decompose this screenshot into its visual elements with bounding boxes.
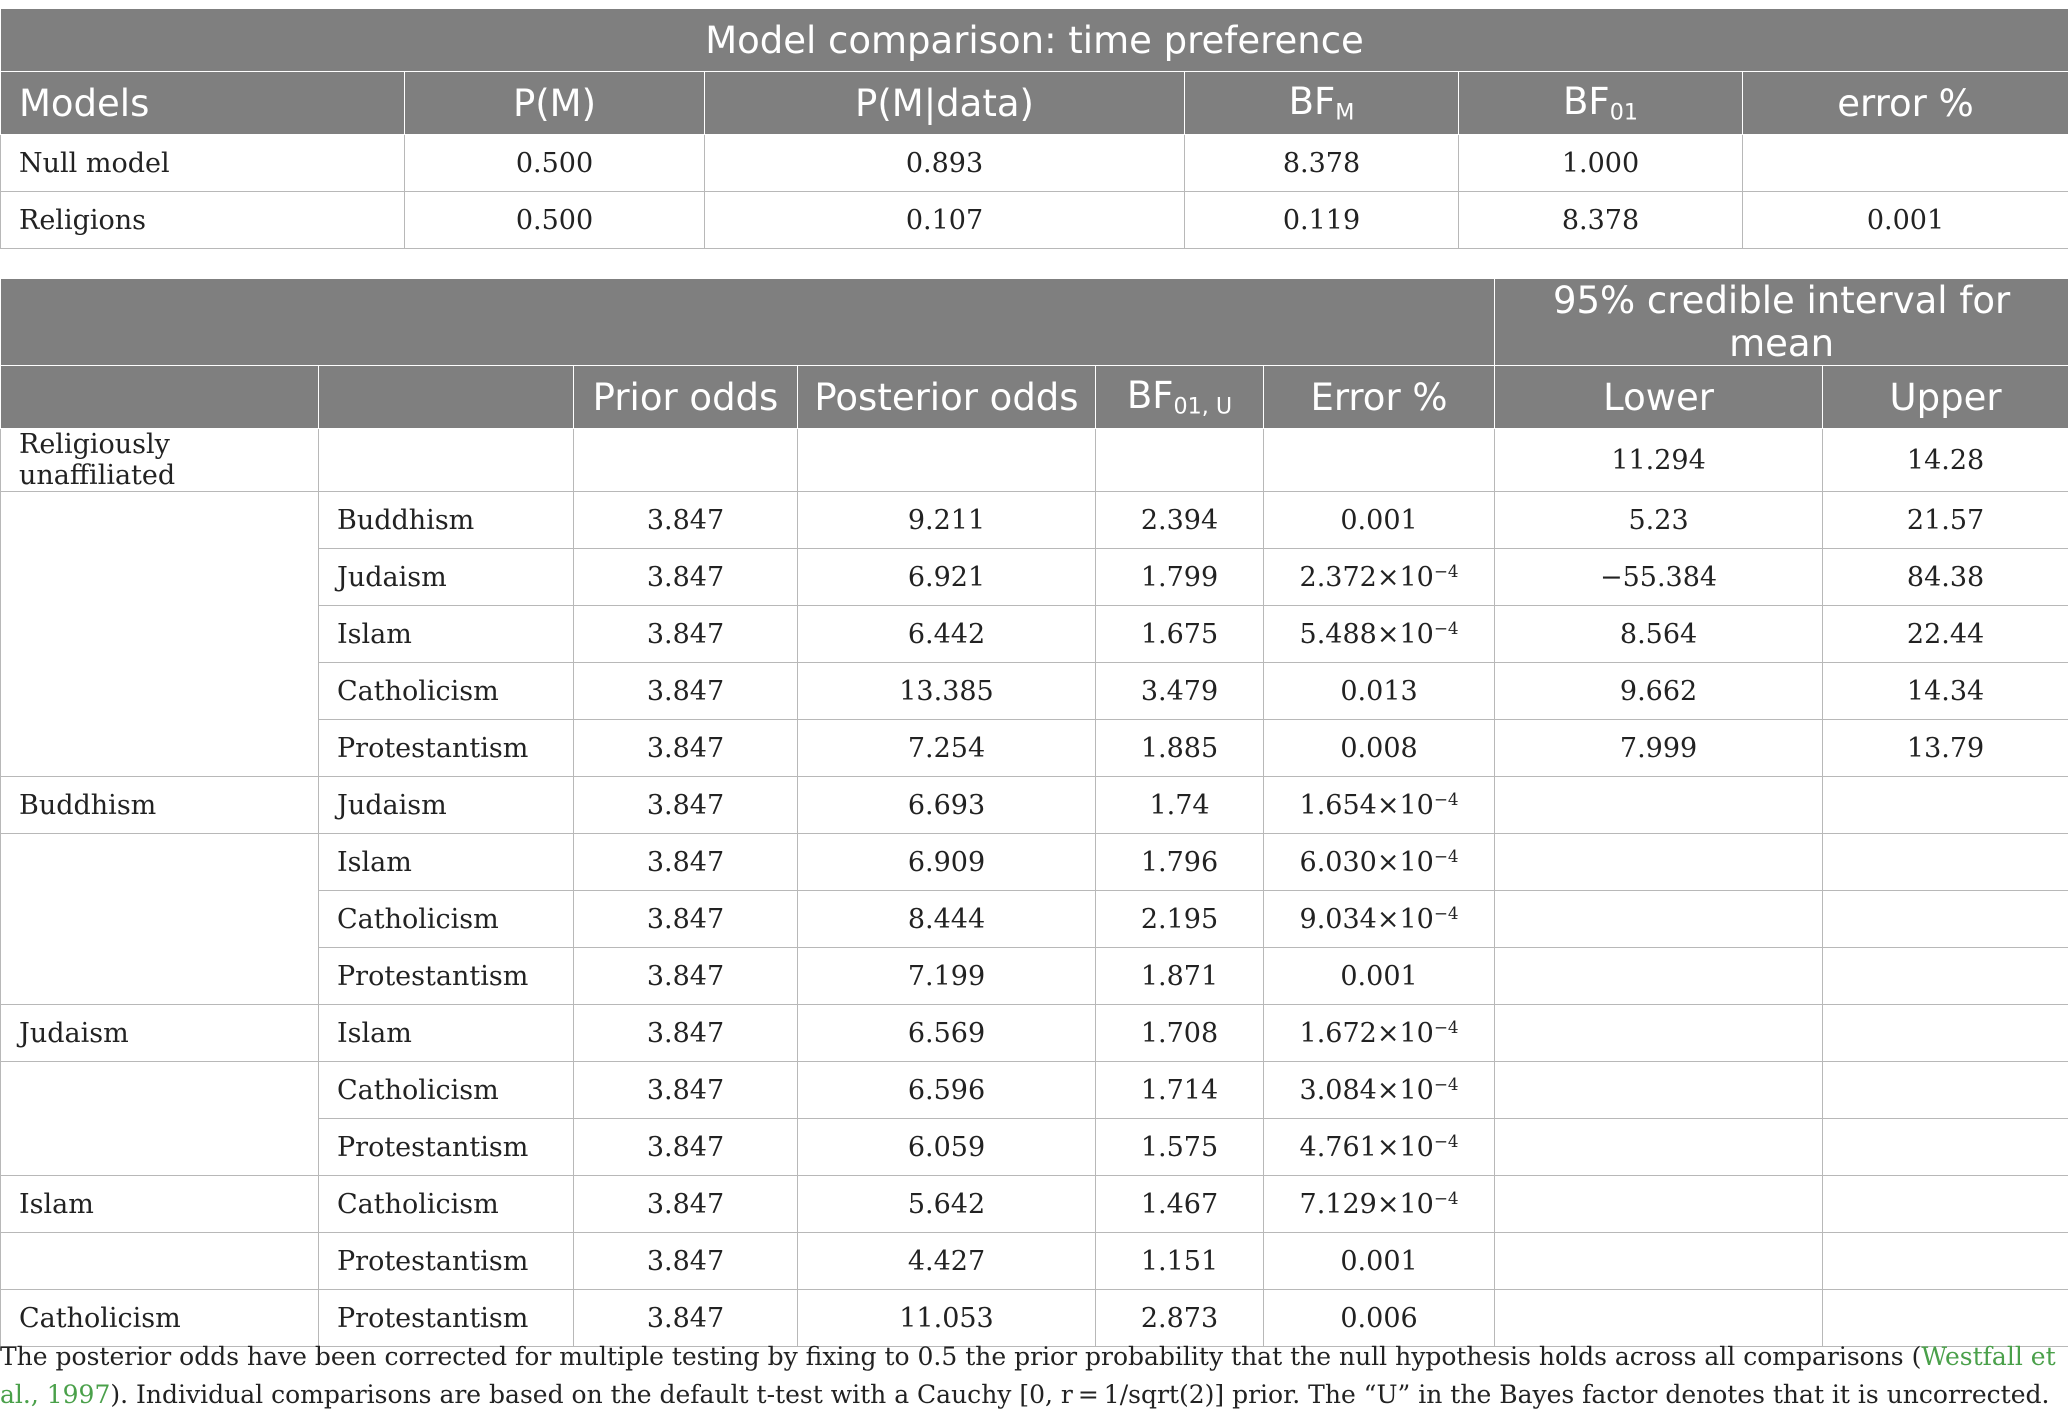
ci-upper-cell (1823, 891, 2068, 948)
error-mantissa: 3.084 (1299, 1075, 1377, 1107)
posterior-odds-cell: 6.059 (798, 1119, 1096, 1176)
prior-odds-cell: 3.847 (574, 834, 798, 891)
group-cell (1, 834, 319, 1005)
comparison-cell: Catholicism (319, 663, 574, 720)
table-footnote (0, 1338, 2060, 1414)
posterior-odds-cell: 11.053 (798, 1290, 1096, 1347)
error-cell: $7.129\times 10^{-4}$ (1264, 1176, 1495, 1233)
table-row (1, 1233, 2068, 1290)
prior-odds-cell: 3.847 (574, 777, 798, 834)
ci-upper-cell: 84.38 (1823, 549, 2068, 606)
bfm-cell: 0.119 (1185, 192, 1459, 249)
error-cell (1264, 720, 1495, 777)
error-mantissa: 0.008 (1340, 732, 1418, 764)
posterior-odds-cell: 4.427 (798, 1233, 1096, 1290)
group-cell: Catholicism (1, 1290, 319, 1347)
times-sign: × (1376, 847, 1400, 879)
error-mantissa: 6.030 (1299, 847, 1377, 879)
ci-upper-cell: 13.79 (1823, 720, 2068, 777)
error-cell: $6.030\times 10^{-4}$ (1264, 834, 1495, 891)
error-exponent: −4 (1433, 617, 1459, 638)
error-mantissa: 9.034 (1299, 904, 1377, 936)
comparison-cell: Protestantism (319, 1233, 574, 1290)
prior-odds-cell: 3.847 (574, 891, 798, 948)
pm-data-cell: 0.893 (705, 135, 1185, 192)
col-header-pm: P(M) (405, 72, 705, 135)
posterior-odds-cell: 6.596 (798, 1062, 1096, 1119)
error-exponent: −4 (1433, 1187, 1459, 1208)
table-row (1, 429, 2068, 492)
ci-upper-cell: 14.28 (1823, 429, 2068, 492)
error-mantissa: 2.372 (1299, 562, 1377, 594)
col-header-models: Models (1, 72, 405, 135)
error-cell: $5.488\times 10^{-4}$ (1264, 606, 1495, 663)
pm-cell: 0.500 (405, 135, 705, 192)
posterior-odds-cell: 6.569 (798, 1005, 1096, 1062)
pairwise-comparison-table (0, 278, 2068, 1347)
col-header-prior-odds: Prior odds (574, 366, 798, 429)
col-header-error: error % (1743, 72, 2068, 135)
error-cell: $1.654\times 10^{-4}$ (1264, 777, 1495, 834)
posterior-odds-cell: 6.921 (798, 549, 1096, 606)
table-row (1, 492, 2068, 549)
ci-lower-cell (1495, 1062, 1823, 1119)
prior-odds-cell: 3.847 (574, 1119, 798, 1176)
error-cell (1264, 948, 1495, 1005)
group-cell: Islam (1, 1176, 319, 1233)
prior-odds-cell: 3.847 (574, 948, 798, 1005)
col-header-pm-data: P(M|data) (705, 72, 1185, 135)
table-row (1, 777, 2068, 834)
pm-cell: 0.500 (405, 192, 705, 249)
ci-upper-cell (1823, 1176, 2068, 1233)
comparison-cell: Protestantism (319, 1119, 574, 1176)
ci-lower-cell (1495, 777, 1823, 834)
citation-link[interactable]: Westfall et al., 1997 (0, 1342, 2056, 1409)
ci-upper-cell: 21.57 (1823, 492, 2068, 549)
group-cell (1, 492, 319, 777)
comparison-cell: Judaism (319, 777, 574, 834)
posterior-odds-cell: 6.442 (798, 606, 1096, 663)
error-mantissa: 0.013 (1340, 675, 1418, 707)
error-cell (1264, 663, 1495, 720)
ci-lower-cell (1495, 948, 1823, 1005)
error-exponent: −4 (1433, 1073, 1459, 1094)
prior-odds-cell: 3.847 (574, 663, 798, 720)
comparison-cell: Catholicism (319, 891, 574, 948)
ci-lower-cell: 11.294 (1495, 429, 1823, 492)
bf01u-cell: 1.575 (1096, 1119, 1264, 1176)
bf01u-cell: 1.885 (1096, 720, 1264, 777)
header-blank (1, 279, 1495, 366)
bf01-cell: 1.000 (1459, 135, 1743, 192)
bfm-cell: 8.378 (1185, 135, 1459, 192)
ci-lower-cell: 7.999 (1495, 720, 1823, 777)
col-header-bf01 (1459, 72, 1743, 135)
times-sign: × (1376, 562, 1400, 594)
prior-odds-cell: 3.847 (574, 1176, 798, 1233)
credible-interval-header: 95% credible interval for mean (1495, 279, 2068, 366)
comparison-cell: Catholicism (319, 1062, 574, 1119)
model-name-cell: Religions (1, 192, 405, 249)
comparison-cell: Catholicism (319, 1176, 574, 1233)
error-cell (1743, 135, 2068, 192)
group-cell: Buddhism (1, 777, 319, 834)
comparison-cell: Islam (319, 606, 574, 663)
ci-upper-cell (1823, 948, 2068, 1005)
ci-lower-cell (1495, 1233, 1823, 1290)
error-mantissa: 1.672 (1299, 1018, 1377, 1050)
bf-subscript: M (1335, 99, 1355, 126)
bf01u-cell: 1.708 (1096, 1005, 1264, 1062)
error-exponent: −4 (1433, 788, 1459, 809)
times-sign: × (1376, 790, 1400, 822)
model-name-cell: Null model (1, 135, 405, 192)
error-cell (1264, 492, 1495, 549)
posterior-odds-cell: 5.642 (798, 1176, 1096, 1233)
prior-odds-cell: 3.847 (574, 1233, 798, 1290)
bf01u-cell: 1.871 (1096, 948, 1264, 1005)
table-row (1, 1062, 2068, 1119)
bf01u-cell: 1.151 (1096, 1233, 1264, 1290)
error-cell: 0.001 (1743, 192, 2068, 249)
bf01u-cell: 1.74 (1096, 777, 1264, 834)
table-row (1, 834, 2068, 891)
error-mantissa: 0.001 (1340, 504, 1418, 536)
error-mantissa: 5.488 (1299, 619, 1377, 651)
group-cell: Religiously unaffiliated (1, 429, 319, 492)
posterior-odds-cell: 6.693 (798, 777, 1096, 834)
footnote-text: The posterior odds have been corrected for multiple testing by fixing to 0.5 the prior probability that the null hypothesis holds across all comparisons ( (0, 1342, 1922, 1371)
bf01u-cell: 1.467 (1096, 1176, 1264, 1233)
prior-odds-cell: 3.847 (574, 1005, 798, 1062)
error-exponent: −4 (1433, 845, 1459, 866)
col-header-comparison (319, 366, 574, 429)
comparison-cell: Buddhism (319, 492, 574, 549)
comparison-cell (319, 429, 574, 492)
bf01u-cell: 1.675 (1096, 606, 1264, 663)
error-exponent: −4 (1433, 902, 1459, 923)
bf-label: BF (1563, 80, 1610, 124)
ci-lower-cell (1495, 1119, 1823, 1176)
ci-lower-cell (1495, 891, 1823, 948)
comparison-cell: Protestantism (319, 720, 574, 777)
posterior-odds-cell: 13.385 (798, 663, 1096, 720)
ci-lower-cell: −55.384 (1495, 549, 1823, 606)
group-cell (1, 1062, 319, 1176)
ci-lower-cell (1495, 1176, 1823, 1233)
prior-odds-cell: 3.847 (574, 1062, 798, 1119)
pm-data-cell: 0.107 (705, 192, 1185, 249)
ci-upper-cell: 14.34 (1823, 663, 2068, 720)
bf-subscript: 01 (1609, 99, 1638, 126)
col-header-posterior-odds: Posterior odds (798, 366, 1096, 429)
error-mantissa: 4.761 (1299, 1132, 1377, 1164)
col-header-group (1, 366, 319, 429)
bf01u-cell: 3.479 (1096, 663, 1264, 720)
times-sign: × (1376, 904, 1400, 936)
times-sign: × (1376, 1018, 1400, 1050)
times-sign: × (1376, 1189, 1400, 1221)
posterior-odds-cell: 6.909 (798, 834, 1096, 891)
error-cell: $2.372\times 10^{-4}$ (1264, 549, 1495, 606)
col-header-error: Error % (1264, 366, 1495, 429)
table-row (1, 192, 2068, 249)
bf01u-cell: 1.714 (1096, 1062, 1264, 1119)
prior-odds-cell: 3.847 (574, 549, 798, 606)
comparison-cell: Protestantism (319, 948, 574, 1005)
bf-label: BF (1126, 374, 1174, 418)
model-comparison-table (0, 8, 2068, 249)
times-sign: × (1376, 1075, 1400, 1107)
error-cell: $9.034\times 10^{-4}$ (1264, 891, 1495, 948)
posterior-odds-cell (798, 429, 1096, 492)
ci-lower-cell: 9.662 (1495, 663, 1823, 720)
times-sign: × (1376, 619, 1400, 651)
ci-upper-cell (1823, 1005, 2068, 1062)
group-cell (1, 1233, 319, 1290)
error-cell: $3.084\times 10^{-4}$ (1264, 1062, 1495, 1119)
error-cell: $4.761\times 10^{-4}$ (1264, 1119, 1495, 1176)
ci-upper-cell (1823, 1062, 2068, 1119)
ci-upper-cell (1823, 1119, 2068, 1176)
table-title: Model comparison: time preference (1, 9, 2068, 72)
error-mantissa: 0.001 (1340, 960, 1418, 992)
comparison-cell: Islam (319, 1005, 574, 1062)
error-exponent: −4 (1433, 1130, 1459, 1151)
error-exponent: −4 (1433, 560, 1459, 581)
posterior-odds-cell: 8.444 (798, 891, 1096, 948)
error-mantissa: 0.001 (1340, 1245, 1418, 1277)
table-row (1, 1005, 2068, 1062)
prior-odds-cell: 3.847 (574, 1290, 798, 1347)
ci-upper-cell (1823, 1233, 2068, 1290)
col-header-bfm (1185, 72, 1459, 135)
error-cell: $1.672\times 10^{-4}$ (1264, 1005, 1495, 1062)
group-cell: Judaism (1, 1005, 319, 1062)
comparison-cell: Islam (319, 834, 574, 891)
error-exponent: −4 (1433, 1016, 1459, 1037)
error-mantissa: 1.654 (1299, 790, 1377, 822)
col-header-upper: Upper (1823, 366, 2068, 429)
prior-odds-cell: 3.847 (574, 492, 798, 549)
col-header-bf01u (1096, 366, 1264, 429)
ci-upper-cell (1823, 777, 2068, 834)
posterior-odds-cell: 9.211 (798, 492, 1096, 549)
bf01u-cell: 2.394 (1096, 492, 1264, 549)
ci-lower-cell: 5.23 (1495, 492, 1823, 549)
table-row (1, 1176, 2068, 1233)
bf-subscript: 01, U (1173, 393, 1233, 420)
bf01u-cell: 1.799 (1096, 549, 1264, 606)
bf01u-cell: 2.195 (1096, 891, 1264, 948)
ci-lower-cell: 8.564 (1495, 606, 1823, 663)
posterior-odds-cell: 7.199 (798, 948, 1096, 1005)
bf01u-cell (1096, 429, 1264, 492)
bf01u-cell: 1.796 (1096, 834, 1264, 891)
bf01-cell: 8.378 (1459, 192, 1743, 249)
error-cell (1264, 429, 1495, 492)
bf01u-cell: 2.873 (1096, 1290, 1264, 1347)
posterior-odds-cell: 7.254 (798, 720, 1096, 777)
comparison-cell: Judaism (319, 549, 574, 606)
error-mantissa: 0.006 (1340, 1302, 1418, 1334)
ci-lower-cell (1495, 834, 1823, 891)
prior-odds-cell: 3.847 (574, 720, 798, 777)
prior-odds-cell: 3.847 (574, 606, 798, 663)
ci-upper-cell: 22.44 (1823, 606, 2068, 663)
col-header-lower: Lower (1495, 366, 1823, 429)
ci-lower-cell (1495, 1005, 1823, 1062)
prior-odds-cell (574, 429, 798, 492)
table-row (1, 135, 2068, 192)
times-sign: × (1376, 1132, 1400, 1164)
footnote-text: ). Individual comparisons are based on the default t-test with a Cauchy [0, r = 1/sqrt(2)] prior. The “U” in the Bayes factor denotes that it is uncorrected. (110, 1380, 2050, 1409)
error-mantissa: 7.129 (1299, 1189, 1377, 1221)
comparison-cell: Protestantism (319, 1290, 574, 1347)
error-cell (1264, 1233, 1495, 1290)
ci-upper-cell (1823, 834, 2068, 891)
bf-label: BF (1288, 80, 1336, 124)
